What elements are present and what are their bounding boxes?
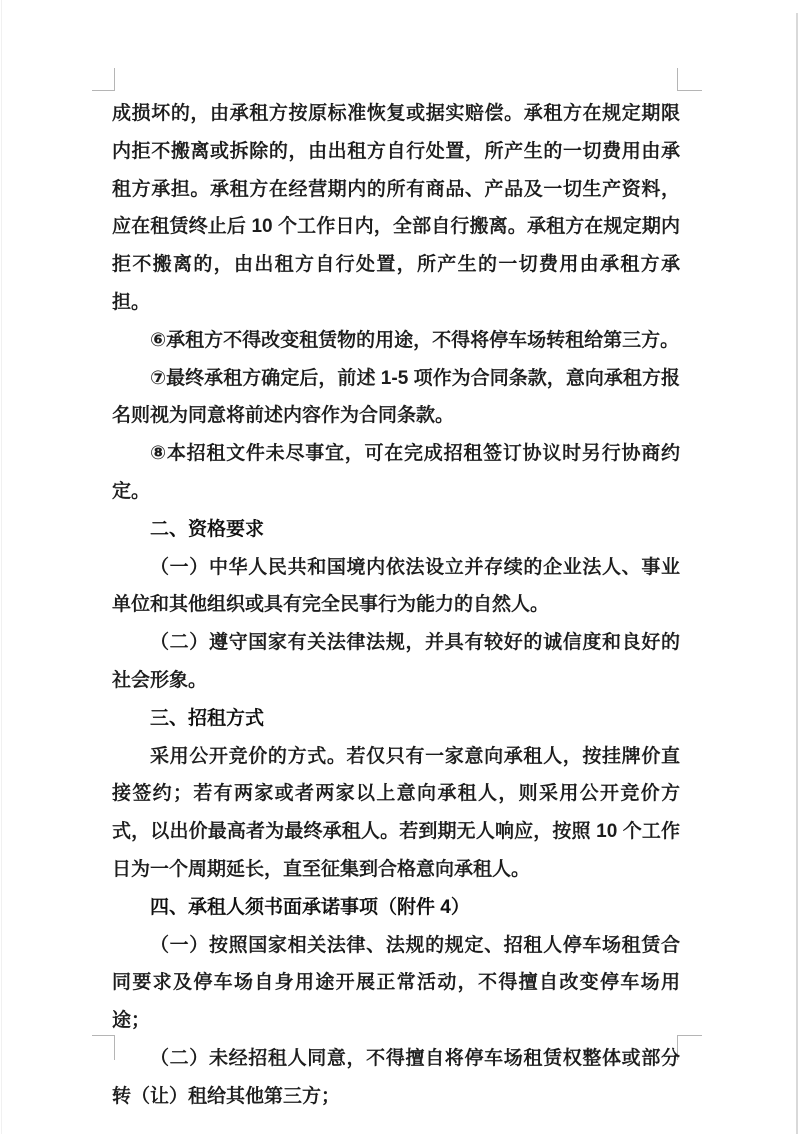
page-edge-line-left xyxy=(1,0,2,1134)
paragraph: ⑧本招租文件未尽事宜，可在完成招租签订协议时另行协商约定。 xyxy=(112,443,680,502)
section-heading: 二、资格要求 xyxy=(150,518,265,540)
paragraph: （一）中华人民共和国境内依法设立并存续的企业法人、事业单位和其他组织或具有完全民事行为能力的自然人。 xyxy=(112,556,680,616)
section-heading: 三、招租方式 xyxy=(150,707,265,729)
page-edge-line-right xyxy=(796,13,798,1134)
margin-crop-mark-bottom-right xyxy=(677,1035,702,1060)
section-heading: 四、承租人须书面承诺事项（附件 4） xyxy=(150,896,470,918)
paragraph: （二）未经招租人同意，不得擅自将停车场租赁权整体或部分转（让）租给其他第三方； xyxy=(112,1047,680,1107)
paragraph: ⑦最终承租方确定后，前述 1-5 项作为合同条款，意向承租方报名则视为同意将前述内容作为合同条款。 xyxy=(112,367,680,427)
paragraph: 采用公开竞价的方式。若仅只有一家意向承租人，按挂牌价直接签约；若有两家或者两家以上意向承租人，则采用公开竞价方式，以出价最高者为最终承租人。若到期无人响应，按照 10 个工作日为一个周期延长，直至征集到合格意向承租人。 xyxy=(112,745,680,880)
document-text-area xyxy=(112,95,680,1116)
paragraph: （一）按照国家相关法律、法规的规定、招租人停车场租赁合同要求及停车场自身用途开展正常活动，不得擅自改变停车场用途； xyxy=(112,934,680,1032)
margin-crop-mark-top-right xyxy=(677,68,702,91)
margin-crop-mark-top-left xyxy=(92,68,115,91)
paragraph: ⑥承租方不得改变租赁物的用途，不得将停车场转租给第三方。 xyxy=(150,329,680,351)
paragraph: 成损坏的，由承租方按原标准恢复或据实赔偿。承租方在规定期限内拒不搬离或拆除的，由出租方自行处置，所产生的一切费用由承租方承担。承租方在经营期内的所有商品、产品及一切生产资料，应在租赁终止后 10 个工作日内，全部自行搬离。承租方在规定期内拒不搬离的，由出租方自行处置，所产生的一切费用由承租方承担。 xyxy=(112,103,680,313)
paragraph: （二）遵守国家有关法律法规，并具有较好的诚信度和良好的社会形象。 xyxy=(112,632,680,691)
